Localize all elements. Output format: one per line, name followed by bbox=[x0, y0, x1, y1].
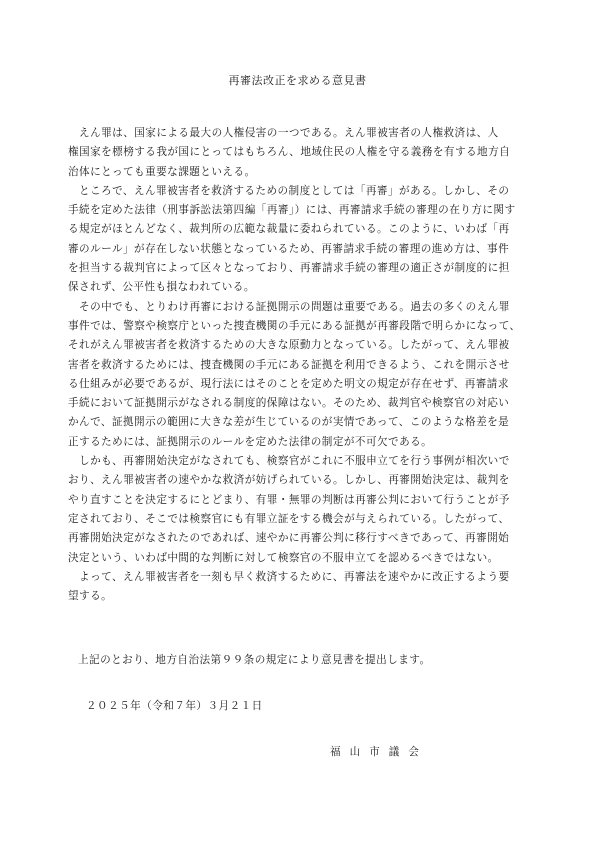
paragraph-line: 権国家を標榜する我が国にとってはもちろん、地域住民の人権を守る義務を有する地方自 bbox=[68, 146, 511, 159]
paragraph-line: しかも、再審開始決定がなされても、検察官がこれに不服申立てを行う事例が相次いで bbox=[68, 455, 510, 468]
body-paragraph bbox=[68, 182, 530, 298]
paragraph-line: 治体にとっても重要な課題といえる。 bbox=[68, 165, 256, 178]
paragraph-line: 事件では、警察や検察庁といった捜査機関の手元にある証拠が再審段階で明らかになって、 bbox=[68, 319, 521, 332]
document-title: 再審法改正を求める意見書 bbox=[228, 74, 367, 87]
paragraph-line: 正するためには、証拠開示のルールを定めた法律の制定が不可欠である。 bbox=[68, 435, 433, 448]
closing-statement: 上記のとおり、地方自治法第９９条の規定により意見書を提出します。 bbox=[78, 654, 431, 666]
paragraph-line: 審のルール」が存在しない状態となっているため、再審請求手続の審理の進め方は、事件 bbox=[68, 242, 510, 255]
paragraph-line: 定されており、そこでは検察官にも有罪立証をする機会が与えられている。したがって、 bbox=[68, 512, 510, 525]
paragraph-line: 決定という、いわば中間的な判断に対して検察官の不服申立てを認めるべきではない。 bbox=[68, 551, 499, 564]
paragraph-line: る仕組みが必要であるが、現行法にはそのことを定めた明文の規定が存在せず、再審請求 bbox=[68, 377, 509, 390]
body-paragraph bbox=[68, 452, 530, 568]
paragraph-line: おり、えん罪被害者の速やかな救済が妨げられている。しかし、再審開始決定は、裁判を bbox=[68, 474, 510, 487]
paragraph-line: 手続を定めた法律（刑事訴訟法第四編「再審」）には、再審請求手続の審理の在り方に関す bbox=[68, 204, 516, 217]
body-paragraph bbox=[68, 568, 530, 607]
document-body bbox=[68, 124, 530, 606]
paragraph-line: 害者を救済するためには、捜査機関の手元にある証拠を利用できるよう、これを開示させ bbox=[68, 358, 510, 371]
paragraph-line: 望する。 bbox=[68, 590, 113, 603]
paragraph-line: 再審開始決定がなされたのであれば、速やかに再審公判に移行すべきであって、再審開始 bbox=[68, 532, 510, 545]
paragraph-line: かんで、証拠開示の範囲に大きな差が生じているのが実情であって、このような格差を是 bbox=[68, 416, 510, 429]
paragraph-line: その中でも、とりわけ再審における証拠開示の問題は重要である。過去の多くのえん罪 bbox=[68, 300, 510, 313]
body-paragraph bbox=[68, 298, 530, 452]
paragraph-line: ところで、えん罪被害者を救済するための制度としては「再審」がある。しかし、その bbox=[68, 184, 510, 197]
paragraph-line: やり直すことを決定するにとどまり、有罪・無罪の判断は再審公判において行うことが予 bbox=[68, 493, 510, 506]
paragraph-line: る規定がほとんどなく、裁判所の広範な裁量に委ねられている。このように、いわば「再 bbox=[68, 223, 510, 236]
paragraph-line: えん罪は、国家による最大の人権侵害の一つである。えん罪被害者の人権救済は、人 bbox=[68, 127, 499, 139]
paragraph-line: それがえん罪被害者を救済するための大きな原動力となっている。したがって、えん罪被 bbox=[68, 339, 510, 352]
paragraph-line: 手続において証拠開示がなされる制度的保障はない。そのため、裁判官や検察官の対応い bbox=[68, 397, 510, 410]
paragraph-line: 保されず、公平性も損なわれている。 bbox=[68, 281, 255, 294]
paragraph-line: を担当する裁判官によって区々となっており、再審請求手続の審理の適正さが制度的に担 bbox=[68, 262, 510, 275]
signer-name: 福山市議会 bbox=[330, 746, 428, 758]
document-date: ２０２５年（令和７年）３月２１日 bbox=[86, 700, 263, 712]
body-paragraph bbox=[68, 124, 530, 182]
paragraph-line: よって、えん罪被害者を一刻も早く救済するために、再審法を速やかに改正するよう要 bbox=[68, 570, 510, 583]
